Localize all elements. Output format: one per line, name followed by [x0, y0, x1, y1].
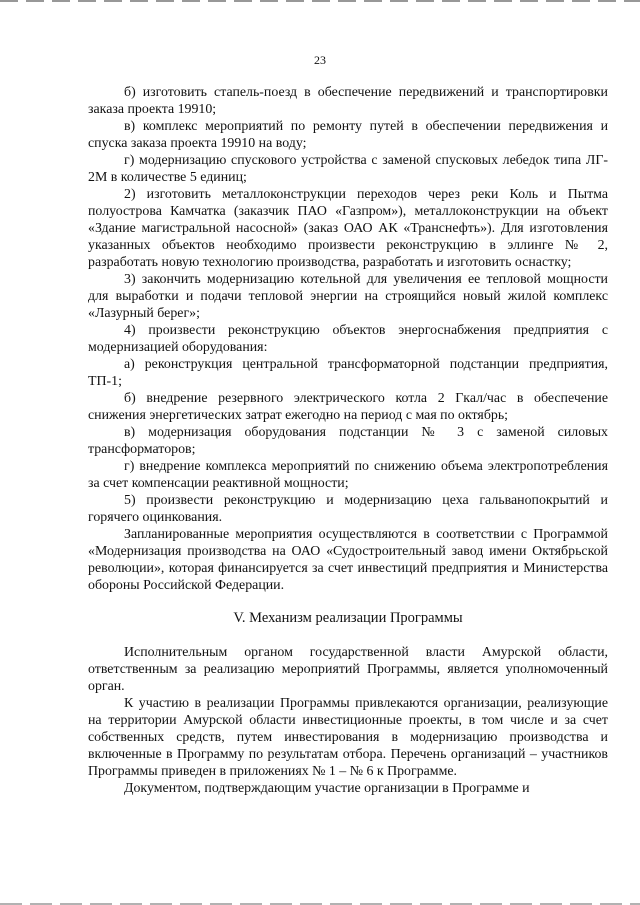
scan-edge-top [0, 0, 640, 2]
paragraph-1v: в) комплекс мероприятий по ремонту путей в обеспечении передвижения и спуска заказа проекта 19910 на воду; [88, 119, 608, 151]
page-number: 23 [314, 53, 326, 67]
paragraph-document: Документом, подтверждающим участие организации в Программе и [124, 781, 530, 796]
paragraph-1g: г) модернизацию спускового устройства с заменой спусковых лебедок типа ЛГ- 2М в количестве 5 единиц; [88, 153, 608, 185]
document-body [88, 84, 608, 797]
paragraph-4g: г) внедрение комплекса мероприятий по снижению объема электропотребления за счет компенсации реактивной мощности; [88, 459, 608, 491]
paragraph-4b: б) внедрение резервного электрического котла 2 Гкал/час в обеспечение снижения энергетических затрат ежегодно на период с мая по октябрь; [88, 391, 608, 423]
section-heading: V. Механизм реализации Программы [233, 610, 463, 626]
paragraph-5: 5) произвести реконструкцию и модернизацию цеха гальванопокрытий и горячего оцинкования. [88, 493, 608, 525]
paragraph-participation: К участию в реализации Программы привлекаются организации, реализующие на территории Амурской области инвестиционные проекты, в том числе и за счет собственных средств, путем инвестирования в модернизацию производства и включенные в Программу по результатам отбора. Перечень организаций – участников Программы приведен в приложениях № 1 – № 6 к Программе. [88, 696, 608, 779]
paragraph-planned-measures: Запланированные мероприятия осуществляются в соответствии с Программой «Модернизация производства на ОАО «Судостроительный завод имени Октябрьской революции», которая финансируется за счет инвестиций предприятия и Министерства обороны Российской Федерации. [88, 527, 608, 593]
paragraph-4v: в) модернизация оборудования подстанции № 3 с заменой силовых трансформаторов; [88, 425, 608, 457]
paragraph-4a: а) реконструкция центральной трансформаторной подстанции предприятия, ТП-1; [88, 357, 608, 389]
paragraph-4: 4) произвести реконструкцию объектов энергоснабжения предприятия с модернизацией оборудования: [88, 323, 608, 355]
paragraph-executive-body: Исполнительным органом государственной власти Амурской области, ответственным за реализацию мероприятий Программы, является уполномоченный орган. [88, 645, 608, 694]
paragraph-2: 2) изготовить металлоконструкции переходов через реки Коль и Пытма полуострова Камчатка (заказчик ПАО «Газпром»), металлоконструкции на объект «Здание магистральной насосной» (заказ ОАО АК «Транснефть»). Для изготовления указанных объектов необходимо произвести реконструкцию в эллинге № 2, разработать новую технологию производства, разработать и изготовить оснастку; [88, 187, 608, 270]
paragraph-3: 3) закончить модернизацию котельной для увеличения ее тепловой мощности для выработки и подачи тепловой энергии на строящийся новый жилой комплекс «Лазурный берег»; [88, 272, 608, 321]
paragraph-1b: б) изготовить стапель-поезд в обеспечение передвижений и транспортировки заказа проекта 19910; [88, 85, 608, 117]
